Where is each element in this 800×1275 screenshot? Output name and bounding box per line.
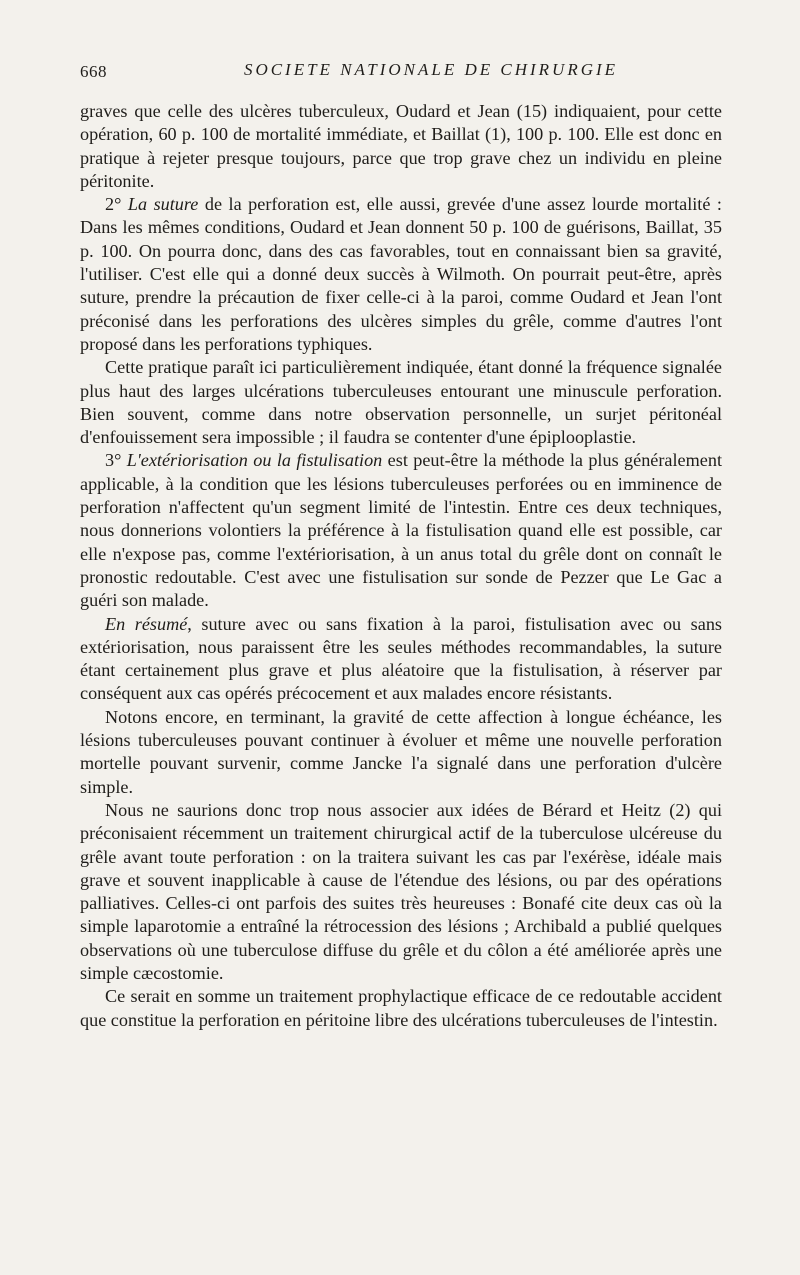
paragraph-emphasis: En résumé [105, 613, 188, 634]
paragraph-text: de la perforation est, elle aussi, grevée d'une assez lourde mortalité : Dans les mêmes conditions, Oudard et Jean donnent 50 p. 100 de guérisons, Baillat, 35 p. 100. On pourra donc, dans des cas favorables, tout en connaissant bien sa gravité, l'utiliser. C'est elle qui a donné deux succès à Wilmoth. On pourrait peut-être, après suture, prendre la précaution de fixer celle-ci à la paroi, comme Oudard et Jean l'ont préconisé dans les perforations des ulcères simples du grêle, comme d'autres l'ont proposé dans les perforations typhiques. [80, 194, 722, 354]
paragraph-lead: 2° [105, 194, 128, 215]
paragraph [80, 706, 722, 799]
paragraph-text: est peut-être la méthode la plus généralement applicable, à la condition que les lésions tuberculeuses perforées ou en imminence de perforation n'affectent qu'un segment limité de l'intestin. Entre ces deux techniques, nous donnerions volontiers la préférence à la fistulisation quand elle est possible, car elle n'expose pas, comme l'extériorisation, à un anus total du grêle dont on connaît le pronostic redoutable. C'est avec une fistulisation sur sonde de Pezzer que Le Gac a guéri son malade. [80, 450, 722, 611]
page-header [80, 60, 722, 86]
page-number: 668 [80, 62, 107, 81]
paragraph [80, 985, 722, 1032]
paragraph [80, 193, 722, 356]
paragraph-text: Cette pratique paraît ici particulièrement indiquée, étant donné la fréquence signalée plus haut des larges ulcérations tuberculeuses entourant une minuscule perforation. Bien souvent, comme dans notre observation personnelle, un surjet péritonéal d'enfouissement sera impossible ; il faudra se contenter d'une épiplooplastie. [80, 357, 722, 448]
paragraph-lead: 3° [105, 450, 127, 471]
paragraph [80, 799, 722, 985]
paragraph-text: Nous ne saurions donc trop nous associer aux idées de Bérard et Heitz (2) qui préconisaient récemment un traitement chirurgical actif de la tuberculose ulcéreuse du grêle avant toute perforation : on la traitera suivant les cas par l'exérèse, idéale mais grave et souvent inapplicable à cause de l'étendue des lésions, ou par des opérations palliatives. Celles-ci ont parfois des suites très heureuses : Bonafé cite deux cas où la simple laparotomie a entraîné la rétrocession des lésions ; Archibald a publié quelques observations où une tuberculose diffuse du grêle et du côlon a été améliorée après une simple cæcostomie. [80, 799, 722, 983]
paragraph-emphasis: La suture [127, 194, 199, 215]
paragraph [80, 100, 722, 193]
paragraph-text: , suture avec ou sans fixation à la paroi, fistulisation avec ou sans extériorisation, nous paraissent être les seules méthodes recommandables, la suture étant certainement plus grave et plus aléatoire que la fistulisation, à réserver par conséquent aux cas opérés précocement et aux malades encore résistants. [80, 613, 722, 704]
paragraph-emphasis: L'extériorisation ou la fistulisation [126, 450, 383, 471]
paragraph-text: Ce serait en somme un traitement prophylactique efficace de ce redoutable accident que constitue la perforation en péritoine libre des ulcérations tuberculeuses de l'intestin. [80, 986, 722, 1030]
paragraph-text: graves que celle des ulcères tuberculeux, Oudard et Jean (15) indiquaient, pour cette opération, 60 p. 100 de mortalité immédiate, et Baillat (1), 100 p. 100. Elle est donc en pratique à rejeter presque toujours, parce que trop grave chez un individu en pleine péritonite. [80, 101, 722, 191]
paragraph [80, 356, 722, 449]
paragraph-text: Notons encore, en terminant, la gravité de cette affection à longue échéance, les lésions tuberculeuses pouvant continuer à évoluer et même une nouvelle perforation mortelle pouvant survenir, comme Jancke l'a signalé dans une perforation d'ulcère simple. [80, 706, 722, 797]
paragraph [80, 449, 722, 612]
body-text [80, 100, 722, 1032]
paragraph [80, 613, 722, 706]
running-title: SOCIETE NATIONALE DE CHIRURGIE [243, 60, 619, 79]
